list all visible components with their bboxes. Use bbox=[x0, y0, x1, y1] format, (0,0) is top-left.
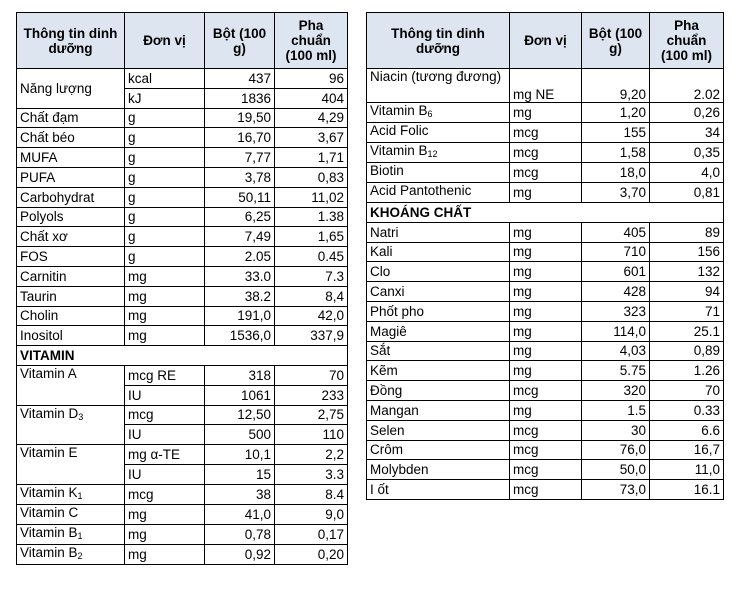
row-prepared: 7.3 bbox=[275, 266, 348, 286]
row-label bbox=[367, 123, 510, 143]
row-prepared: 70 bbox=[650, 381, 724, 401]
header-prepared: Pha chuẩn (100 ml) bbox=[650, 13, 724, 69]
row-label: Taurin bbox=[17, 286, 125, 306]
row-powder: 3,78 bbox=[205, 167, 275, 187]
table-row bbox=[367, 222, 724, 242]
row-prepared: 4,29 bbox=[275, 108, 348, 128]
row-prepared: 0,83 bbox=[275, 167, 348, 187]
table-row bbox=[17, 405, 348, 425]
row-unit: mg bbox=[510, 282, 582, 302]
row-label-text: Biotin bbox=[370, 163, 404, 178]
row-label-text: Vitamin K bbox=[20, 484, 78, 500]
header-row bbox=[17, 13, 348, 69]
row-label: Vitamin E bbox=[17, 445, 125, 485]
row-powder: 405 bbox=[582, 222, 650, 242]
row-prepared: 1,65 bbox=[275, 227, 348, 247]
row-powder: 6,25 bbox=[205, 207, 275, 227]
row-unit: mcg bbox=[510, 440, 582, 460]
row-label bbox=[17, 524, 125, 544]
table-row bbox=[17, 286, 348, 306]
row-label-text: Vitamin D bbox=[20, 405, 79, 421]
row-label bbox=[367, 103, 510, 123]
row-prepared: 25.1 bbox=[650, 321, 724, 341]
row-powder: 323 bbox=[582, 301, 650, 321]
table-row bbox=[367, 242, 724, 262]
row-powder: 30 bbox=[582, 420, 650, 440]
row-label: Molybden bbox=[367, 460, 510, 480]
row-unit: mg bbox=[510, 341, 582, 361]
row-powder: 1,58 bbox=[582, 143, 650, 163]
row-unit: mg bbox=[510, 301, 582, 321]
row-prepared: 9,0 bbox=[275, 504, 348, 524]
row-unit: g bbox=[125, 108, 205, 128]
row-unit: mcg bbox=[510, 381, 582, 401]
row-unit: g bbox=[125, 148, 205, 168]
table-row bbox=[17, 266, 348, 286]
row-powder: 33.0 bbox=[205, 266, 275, 286]
table-row bbox=[17, 544, 348, 564]
table-row bbox=[367, 321, 724, 341]
row-unit: g bbox=[125, 167, 205, 187]
row-powder: 18,0 bbox=[582, 163, 650, 183]
row-unit: mg bbox=[125, 306, 205, 326]
table-row bbox=[367, 440, 724, 460]
row-label-text: Niacin (tương đương) bbox=[370, 69, 502, 84]
row-label bbox=[17, 544, 125, 564]
row-powder: 19,50 bbox=[205, 108, 275, 128]
row-label: Cholin bbox=[17, 306, 125, 326]
row-powder: 7,77 bbox=[205, 148, 275, 168]
header-prepared: Pha chuẩn (100 ml) bbox=[275, 13, 348, 69]
row-label: Inositol bbox=[17, 326, 125, 346]
row-prepared: 0,81 bbox=[650, 183, 724, 203]
row-prepared: 0,26 bbox=[650, 103, 724, 123]
table-row bbox=[367, 460, 724, 480]
table-row bbox=[17, 326, 348, 346]
row-powder: 3,70 bbox=[582, 183, 650, 203]
row-powder: 428 bbox=[582, 282, 650, 302]
row-unit: IU bbox=[125, 385, 205, 405]
row-powder: 601 bbox=[582, 262, 650, 282]
row-label: Polyols bbox=[17, 207, 125, 227]
row-label bbox=[367, 143, 510, 163]
row-prepared: 2,75 bbox=[275, 405, 348, 425]
row-powder: 4,03 bbox=[582, 341, 650, 361]
header-info: Thông tin dinh dưỡng bbox=[367, 13, 510, 69]
row-prepared: 0,17 bbox=[275, 524, 348, 544]
row-unit: mg bbox=[510, 242, 582, 262]
row-label: Đồng bbox=[367, 381, 510, 401]
row-prepared: 11,0 bbox=[650, 460, 724, 480]
row-powder: 437 bbox=[205, 69, 275, 89]
row-label bbox=[367, 183, 510, 203]
row-unit: mg bbox=[510, 183, 582, 203]
section-row bbox=[17, 346, 348, 366]
row-powder: 76,0 bbox=[582, 440, 650, 460]
header-powder: Bột (100 g) bbox=[582, 13, 650, 69]
row-label: Chất xơ bbox=[17, 227, 125, 247]
row-powder: 114,0 bbox=[582, 321, 650, 341]
row-prepared: 2,2 bbox=[275, 445, 348, 465]
row-unit: g bbox=[125, 187, 205, 207]
row-label-text: Acid Folic bbox=[370, 123, 429, 138]
row-powder: 15 bbox=[205, 464, 275, 484]
table-row bbox=[367, 183, 724, 203]
row-label: Sắt bbox=[367, 341, 510, 361]
row-powder: 38 bbox=[205, 484, 275, 504]
table-row bbox=[367, 163, 724, 183]
row-unit: mg bbox=[125, 504, 205, 524]
row-prepared: 1.38 bbox=[275, 207, 348, 227]
table-row bbox=[17, 187, 348, 207]
table-row bbox=[367, 400, 724, 420]
table-row bbox=[17, 148, 348, 168]
row-unit: mcg bbox=[510, 460, 582, 480]
row-label-subscript: 3 bbox=[78, 411, 84, 422]
row-prepared: 16.1 bbox=[650, 480, 724, 500]
row-prepared: 8,4 bbox=[275, 286, 348, 306]
row-unit: IU bbox=[125, 464, 205, 484]
row-label bbox=[17, 484, 125, 504]
row-prepared: 89 bbox=[650, 222, 724, 242]
row-prepared: 4,0 bbox=[650, 163, 724, 183]
row-prepared: 110 bbox=[275, 425, 348, 445]
row-unit: mcg bbox=[125, 484, 205, 504]
table-row bbox=[367, 262, 724, 282]
row-unit: mcg RE bbox=[125, 365, 205, 385]
table-row bbox=[367, 420, 724, 440]
row-powder: 710 bbox=[582, 242, 650, 262]
table-row bbox=[367, 341, 724, 361]
header-info: Thông tin dinh dưỡng bbox=[17, 13, 125, 69]
row-prepared: 0.45 bbox=[275, 247, 348, 267]
row-powder: 16,70 bbox=[205, 128, 275, 148]
row-label-text: Vitamin B bbox=[370, 143, 428, 158]
row-unit: mg bbox=[125, 266, 205, 286]
row-unit: mg bbox=[510, 400, 582, 420]
row-prepared: 11,02 bbox=[275, 187, 348, 207]
row-unit: IU bbox=[125, 425, 205, 445]
table-row bbox=[17, 247, 348, 267]
row-label bbox=[367, 69, 510, 103]
table-row bbox=[367, 69, 724, 103]
row-label bbox=[17, 405, 125, 445]
row-prepared: 0.33 bbox=[650, 400, 724, 420]
table-row bbox=[17, 524, 348, 544]
row-prepared: 94 bbox=[650, 282, 724, 302]
table-row bbox=[17, 504, 348, 524]
row-label-text: Vitamin B bbox=[20, 544, 78, 560]
row-unit: g bbox=[125, 128, 205, 148]
row-label-text: Acid Pantothenic bbox=[370, 183, 472, 198]
row-powder: 191,0 bbox=[205, 306, 275, 326]
row-label: Selen bbox=[367, 420, 510, 440]
table-row bbox=[367, 301, 724, 321]
row-label: MUFA bbox=[17, 148, 125, 168]
row-prepared: 1.26 bbox=[650, 361, 724, 381]
nutrition-table-right bbox=[366, 12, 724, 500]
row-unit: mcg bbox=[510, 480, 582, 500]
row-powder: 2.05 bbox=[205, 247, 275, 267]
row-label: I ốt bbox=[367, 480, 510, 500]
row-powder: 50,11 bbox=[205, 187, 275, 207]
row-label: Carnitin bbox=[17, 266, 125, 286]
row-powder: 1061 bbox=[205, 385, 275, 405]
row-powder: 10,1 bbox=[205, 445, 275, 465]
table-row bbox=[17, 207, 348, 227]
row-powder: 155 bbox=[582, 123, 650, 143]
row-powder: 1.5 bbox=[582, 400, 650, 420]
row-label: Natri bbox=[367, 222, 510, 242]
section-row bbox=[367, 203, 724, 223]
row-label: Carbohydrat bbox=[17, 187, 125, 207]
row-powder: 50,0 bbox=[582, 460, 650, 480]
row-prepared: 71 bbox=[650, 301, 724, 321]
row-label: FOS bbox=[17, 247, 125, 267]
row-prepared: 1,71 bbox=[275, 148, 348, 168]
row-label-subscript: 1 bbox=[77, 530, 83, 541]
row-prepared: 96 bbox=[275, 69, 348, 89]
table-row bbox=[17, 445, 348, 465]
table-row bbox=[367, 480, 724, 500]
row-powder: 0,92 bbox=[205, 544, 275, 564]
table-row bbox=[17, 227, 348, 247]
row-prepared: 70 bbox=[275, 365, 348, 385]
row-unit: g bbox=[125, 247, 205, 267]
row-label bbox=[17, 504, 125, 524]
row-label-text: Vitamin C bbox=[20, 504, 79, 520]
row-unit: mg bbox=[125, 326, 205, 346]
row-unit: mg bbox=[510, 222, 582, 242]
row-label: Năng lượng bbox=[17, 69, 125, 109]
row-unit: mg bbox=[125, 524, 205, 544]
row-prepared: 3.3 bbox=[275, 464, 348, 484]
nutrition-table-left bbox=[16, 12, 348, 565]
table-row bbox=[367, 282, 724, 302]
row-label-text: Vitamin B bbox=[20, 524, 78, 540]
table-row bbox=[17, 365, 348, 385]
table-row bbox=[17, 128, 348, 148]
header-row bbox=[367, 13, 724, 69]
row-prepared: 16,7 bbox=[650, 440, 724, 460]
row-powder: 12,50 bbox=[205, 405, 275, 425]
row-unit: mcg bbox=[510, 420, 582, 440]
row-powder: 38.2 bbox=[205, 286, 275, 306]
row-prepared: 34 bbox=[650, 123, 724, 143]
row-label-text: Vitamin B bbox=[370, 103, 428, 118]
table-row bbox=[367, 381, 724, 401]
table-row bbox=[367, 123, 724, 143]
row-label: Clo bbox=[367, 262, 510, 282]
table-row bbox=[367, 361, 724, 381]
row-label-subscript: 1 bbox=[77, 490, 83, 501]
row-powder: 1836 bbox=[205, 88, 275, 108]
row-prepared: 233 bbox=[275, 385, 348, 405]
table-row bbox=[17, 69, 348, 89]
row-prepared: 404 bbox=[275, 88, 348, 108]
row-prepared: 42,0 bbox=[275, 306, 348, 326]
table-row bbox=[17, 484, 348, 504]
row-unit: mcg bbox=[510, 163, 582, 183]
row-unit: mg bbox=[125, 286, 205, 306]
row-prepared: 0,89 bbox=[650, 341, 724, 361]
header-unit: Đơn vị bbox=[510, 13, 582, 69]
row-label: Chất đạm bbox=[17, 108, 125, 128]
row-label: Mangan bbox=[367, 400, 510, 420]
row-prepared: 6.6 bbox=[650, 420, 724, 440]
row-unit: g bbox=[125, 207, 205, 227]
table-row bbox=[367, 143, 724, 163]
row-unit: mg NE bbox=[510, 69, 582, 103]
header-unit: Đơn vị bbox=[125, 13, 205, 69]
row-powder: 500 bbox=[205, 425, 275, 445]
row-powder: 1536,0 bbox=[205, 326, 275, 346]
row-unit: mg bbox=[125, 544, 205, 564]
row-label-subscript: 2 bbox=[77, 550, 83, 561]
row-unit: mg bbox=[510, 103, 582, 123]
row-prepared: 132 bbox=[650, 262, 724, 282]
row-powder: 1,20 bbox=[582, 103, 650, 123]
row-label: Magiê bbox=[367, 321, 510, 341]
row-label: Kẽm bbox=[367, 361, 510, 381]
row-unit: mg bbox=[510, 361, 582, 381]
row-label: Crôm bbox=[367, 440, 510, 460]
row-powder: 9,20 bbox=[582, 69, 650, 103]
row-label: Canxi bbox=[367, 282, 510, 302]
section-title-vitamin: VITAMIN bbox=[17, 346, 348, 366]
row-label: Vitamin A bbox=[17, 365, 125, 405]
row-prepared: 0,20 bbox=[275, 544, 348, 564]
row-unit: mcg bbox=[510, 123, 582, 143]
row-unit: g bbox=[125, 227, 205, 247]
row-powder: 0,78 bbox=[205, 524, 275, 544]
row-powder: 320 bbox=[582, 381, 650, 401]
row-unit: mcg bbox=[125, 405, 205, 425]
row-unit: mg bbox=[510, 262, 582, 282]
table-row bbox=[367, 103, 724, 123]
row-prepared: 2.02 bbox=[650, 69, 724, 103]
table-row bbox=[17, 306, 348, 326]
row-label: Kali bbox=[367, 242, 510, 262]
row-powder: 5.75 bbox=[582, 361, 650, 381]
row-powder: 73,0 bbox=[582, 480, 650, 500]
row-unit: mg α-TE bbox=[125, 445, 205, 465]
table-row bbox=[17, 167, 348, 187]
row-powder: 7,49 bbox=[205, 227, 275, 247]
row-label-subscript: 12 bbox=[427, 149, 438, 159]
row-label: Chất béo bbox=[17, 128, 125, 148]
row-powder: 318 bbox=[205, 365, 275, 385]
row-unit: mg bbox=[510, 321, 582, 341]
row-powder: 41,0 bbox=[205, 504, 275, 524]
section-title-minerals: KHOÁNG CHẤT bbox=[367, 203, 724, 223]
table-row bbox=[17, 108, 348, 128]
row-prepared: 0,35 bbox=[650, 143, 724, 163]
header-powder: Bột (100 g) bbox=[205, 13, 275, 69]
row-unit: kcal bbox=[125, 69, 205, 89]
row-unit: mcg bbox=[510, 143, 582, 163]
row-prepared: 337,9 bbox=[275, 326, 348, 346]
row-label: Phốt pho bbox=[367, 301, 510, 321]
row-label-subscript: 6 bbox=[427, 109, 433, 119]
row-prepared: 3,67 bbox=[275, 128, 348, 148]
row-prepared: 8.4 bbox=[275, 484, 348, 504]
row-prepared: 156 bbox=[650, 242, 724, 262]
row-label: PUFA bbox=[17, 167, 125, 187]
row-unit: kJ bbox=[125, 88, 205, 108]
row-label bbox=[367, 163, 510, 183]
